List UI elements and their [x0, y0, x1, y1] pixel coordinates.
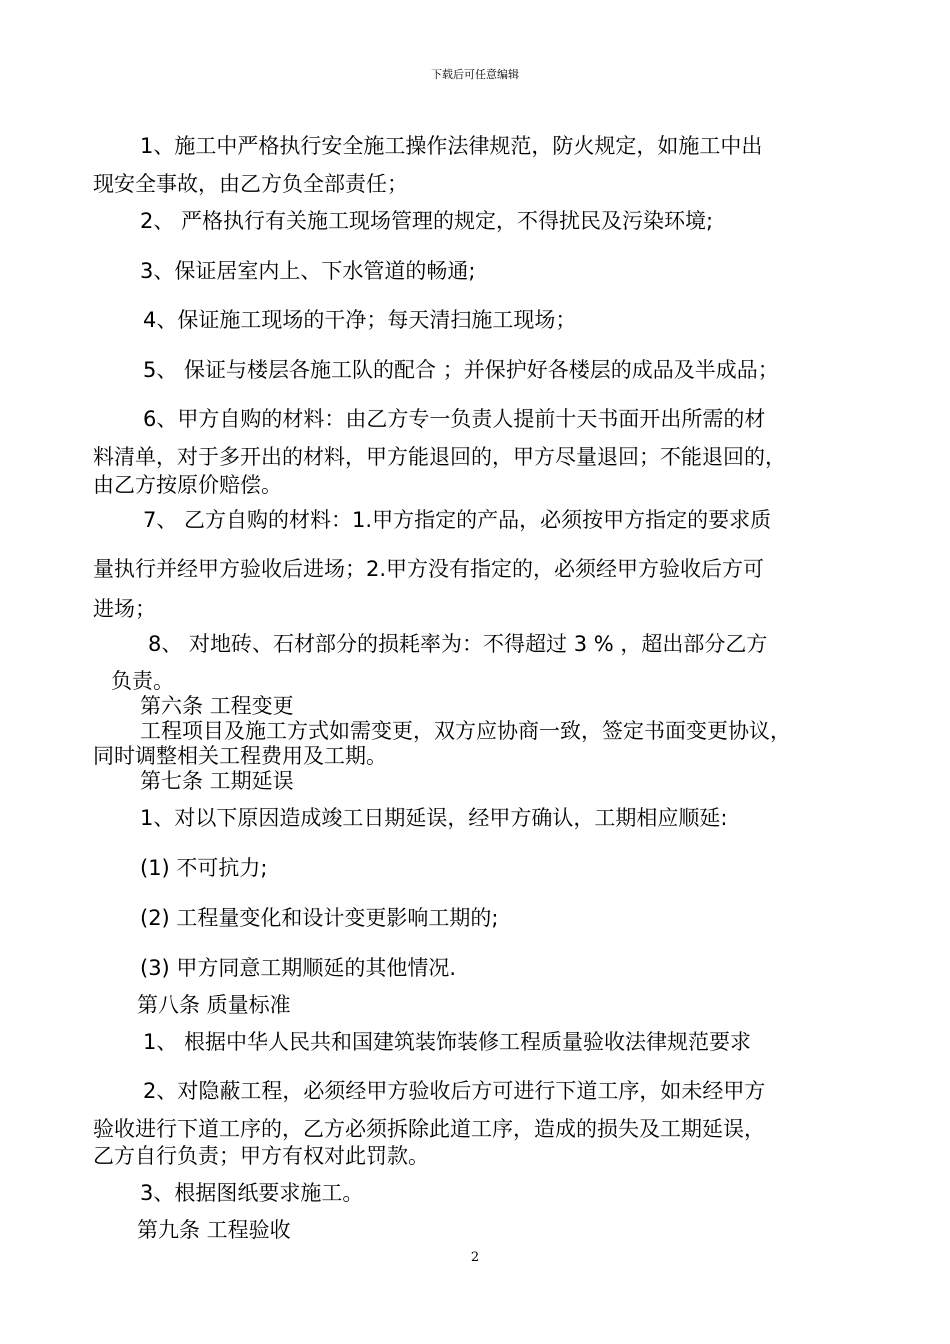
text-line: 2、 严格执行有关施工现场管理的规定，不得扰民及污染环境;	[140, 209, 714, 233]
text-line: 6、甲方自购的材料：由乙方专一负责人提前十天书面开出所需的材	[143, 407, 766, 431]
text-line: (2) 工程量变化和设计变更影响工期的;	[140, 906, 499, 930]
text-line: (3) 甲方同意工期顺延的其他情况.	[140, 956, 457, 980]
section-heading: 第九条 工程验收	[137, 1218, 291, 1242]
text-line: 验收进行下道工序的，乙方必须拆除此道工序，造成的损失及工期延误，	[93, 1117, 765, 1141]
text-line: 4、保证施工现场的干净；每天清扫施工现场；	[143, 308, 577, 332]
text-line: 1、施工中严格执行安全施工操作法律规范，防火规定，如施工中出	[140, 134, 763, 158]
text-line: 由乙方按原价赔偿。	[93, 473, 282, 497]
section-heading: 第七条 工期延误	[140, 769, 294, 793]
text-line: 进场；	[93, 597, 156, 621]
section-heading: 第八条 质量标准	[137, 993, 291, 1017]
text-line: 7、 乙方自购的材料：1.甲方指定的产品，必须按甲方指定的要求质	[143, 508, 772, 532]
text-line: 料清单，对于多开出的材料，甲方能退回的，甲方尽量退回；不能退回的，	[93, 445, 786, 469]
text-line: 1、对以下原因造成竣工日期延误，经甲方确认，工期相应顺延:	[140, 806, 728, 830]
text-line: 3、保证居室内上、下水管道的畅通;	[140, 259, 476, 283]
text-line: (1) 不可抗力;	[140, 856, 268, 880]
text-line: 量执行并经甲方验收后进场；2.甲方没有指定的，必须经甲方验收后方可	[93, 557, 765, 581]
page-header: 下载后可任意编辑	[431, 68, 519, 81]
section-heading: 第六条 工程变更	[140, 694, 294, 718]
page-number: 2	[470, 1250, 480, 1265]
text-line: 5、 保证与楼层各施工队的配合 ；并保护好各楼层的成品及半成品；	[143, 358, 779, 382]
text-line: 现安全事故，由乙方负全部责任；	[93, 172, 408, 196]
text-line: 8、 对地砖、石材部分的损耗率为：不得超过 3 % ，超出部分乙方	[148, 632, 768, 656]
text-line: 同时调整相关工程费用及工期。	[93, 744, 387, 768]
text-line: 工程项目及施工方式如需变更，双方应协商一致，签定书面变更协议，	[140, 719, 791, 743]
text-line: 乙方自行负责；甲方有权对此罚款。	[93, 1144, 429, 1168]
text-line: 负责。	[111, 669, 174, 693]
text-line: 1、 根据中华人民共和国建筑装饰装修工程质量验收法律规范要求	[143, 1030, 752, 1054]
text-line: 2、对隐蔽工程，必须经甲方验收后方可进行下道工序，如未经甲方	[143, 1079, 766, 1103]
text-line: 3、根据图纸要求施工。	[140, 1181, 364, 1205]
